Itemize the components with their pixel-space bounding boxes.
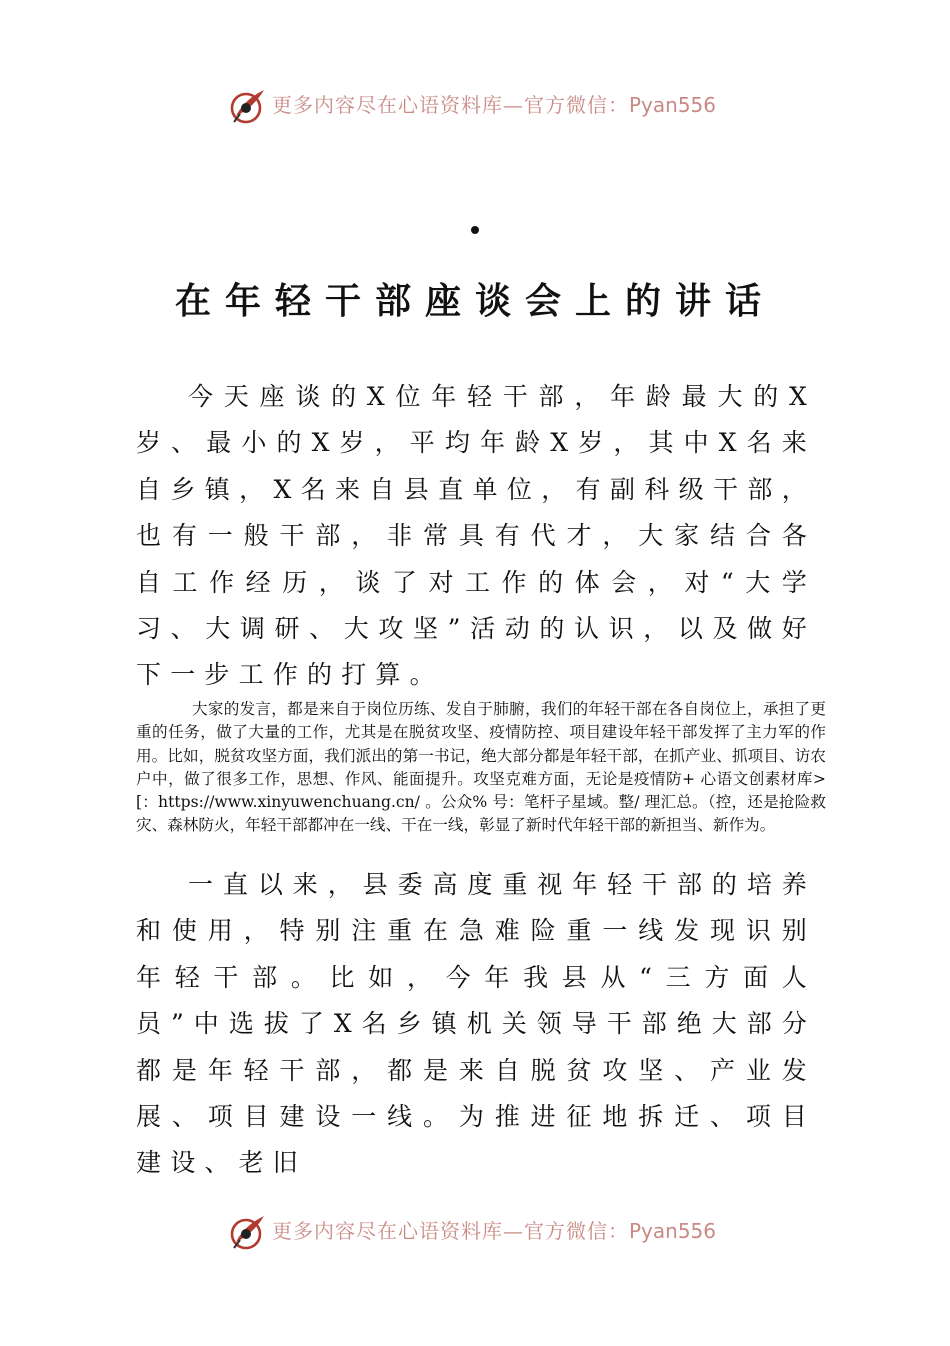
quill-logo-icon xyxy=(228,1212,268,1252)
footer-banner xyxy=(0,1210,950,1254)
header-banner-text: 更多内容尽在心语资料库—官方微信：Pyan556 xyxy=(272,93,717,117)
quill-logo-icon xyxy=(228,86,268,126)
paragraph-1: 今天座谈的X位年轻干部，年龄最大的X岁、最小的X岁，平均年龄X岁，其中X名来自乡镇，X名来自县直单位，有副科级干部，也有一般干部，非常具有代才，大家结合各自工作经历，谈了对工作的体会，对“大学习、大调研、大攻坚”活动的认识，以及做好下一步工作的打算。 xyxy=(136,382,816,690)
document-title: 在年轻干部座谈会上的讲话 xyxy=(174,280,775,322)
footer-banner-text: 更多内容尽在心语资料库—官方微信：Pyan556 xyxy=(272,1219,717,1243)
paragraph-3: 一直以来，县委高度重视年轻干部的培养和使用，特别注重在急难险重一线发现识别年轻干部。比如，今年我县从“三方面人员”中选拔了X名乡镇机关领导干部绝大部分都是年轻干部，都是来自脱贫攻坚、产业发展、项目建设一线。为推进征地拆迁、项目建设、老旧 xyxy=(136,870,816,1178)
paragraph-2: 大家的发言，都是来自于岗位历练、发自于肺腑，我们的年轻干部在各自岗位上，承担了更重的任务，做了大量的工作，尤其是在脱贫攻坚、疫情防控、项目建设年轻干部发挥了主力军的作用。比如，脱贫攻坚方面，我们派出的第一书记，绝大部分都是年轻干部，在抓产业、抓项目、访农户中，做了很多工作，思想、作风、能面提升。攻坚克难方面，无论是疫情防+ 心语文创素材库>[：https://www.xinyuwenchuang.cn/ 。公众% 号：笔杆子星域。整/ 理汇总。（控，还是抢险救灾、森林防火，年轻干部都冲在一线、干在一线，彰显了新时代年轻干部的新担当、新作为。 xyxy=(136,700,826,835)
footer-wechat-id: Pyan556 xyxy=(629,1219,717,1243)
header-wechat-id: Pyan556 xyxy=(629,93,717,117)
header-banner xyxy=(0,84,950,128)
bullet-dot xyxy=(471,226,479,234)
